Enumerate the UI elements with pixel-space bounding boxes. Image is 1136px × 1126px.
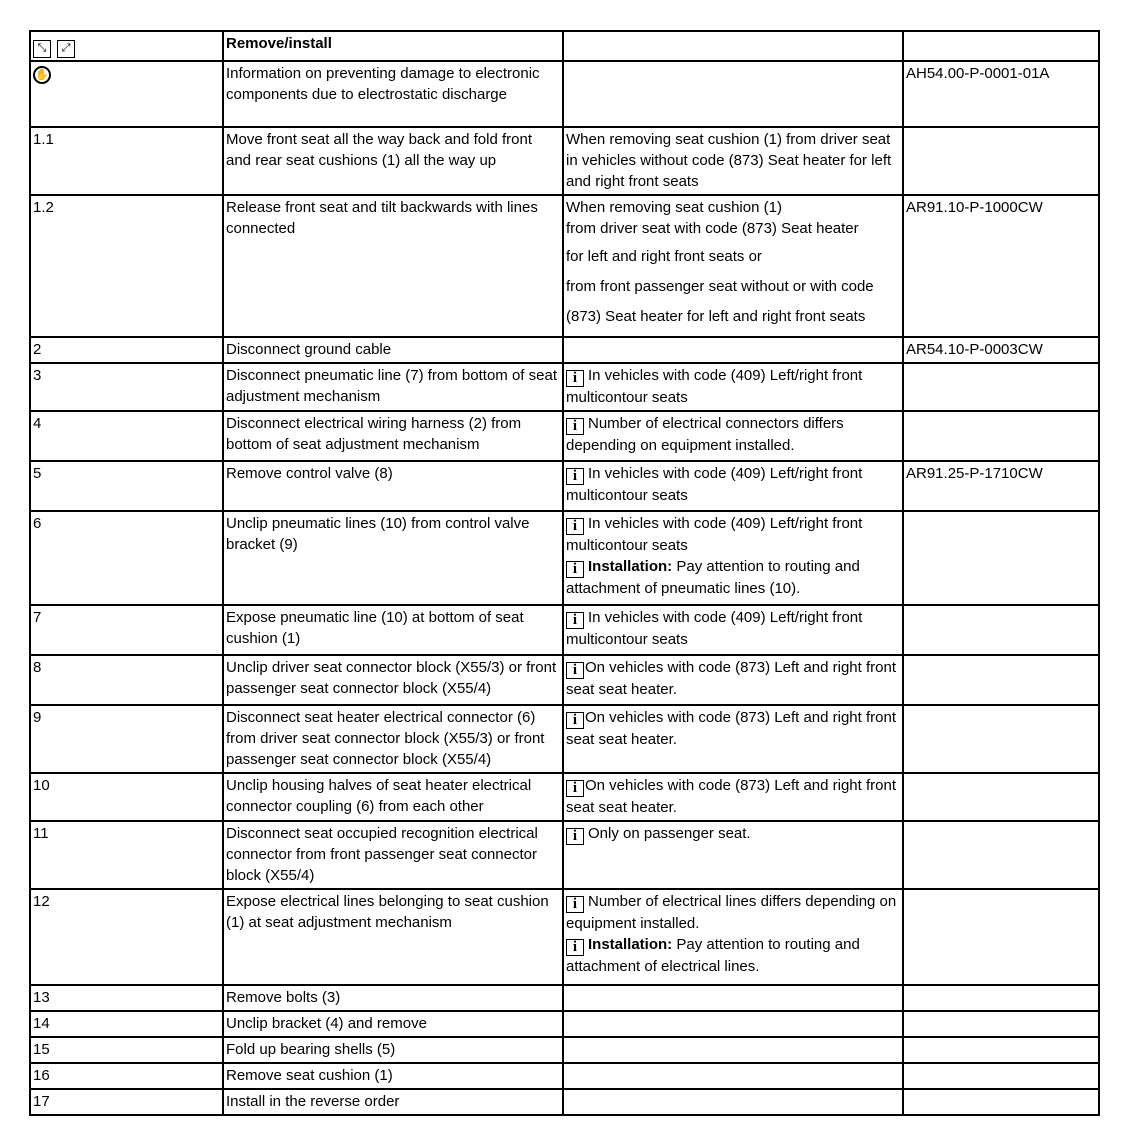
action-cell: Move front seat all the way back and fold front and rear seat cushions (1) all the way up xyxy=(223,127,563,195)
step-number: 7 xyxy=(30,605,223,655)
step-number: 13 xyxy=(30,985,223,1011)
reference-link[interactable]: AR91.10-P-1000CW xyxy=(903,195,1099,337)
info-icon: i xyxy=(566,561,584,578)
action-cell: Fold up bearing shells (5) xyxy=(223,1037,563,1063)
table-row xyxy=(30,1037,1099,1063)
table-row xyxy=(30,411,1099,461)
step-number: 5 xyxy=(30,461,223,511)
info-icon: i xyxy=(566,712,584,729)
action-cell: Disconnect pneumatic line (7) from bottom of seat adjustment mechanism xyxy=(223,363,563,411)
note-text: In vehicles with code (409) Left/right front multicontour seats xyxy=(566,515,863,554)
reference-link[interactable]: AR91.25-P-1710CW xyxy=(903,461,1099,511)
note-cell xyxy=(563,655,903,705)
reference-cell xyxy=(903,985,1099,1011)
reference-link[interactable]: AR54.10-P-0003CW xyxy=(903,337,1099,363)
info-icon: i xyxy=(566,780,584,797)
table-row xyxy=(30,605,1099,655)
note-line: from driver seat with code (873) Seat heater xyxy=(566,220,859,237)
table-row xyxy=(30,1011,1099,1037)
note-text: On vehicles with code (873) Left and right front seat seat heater. xyxy=(566,777,897,816)
reference-cell xyxy=(903,605,1099,655)
reference-cell xyxy=(903,363,1099,411)
table-row xyxy=(30,337,1099,363)
step-number: 14 xyxy=(30,1011,223,1037)
note-text: In vehicles with code (409) Left/right front multicontour seats xyxy=(566,609,863,648)
table-row xyxy=(30,889,1099,985)
step-number: 17 xyxy=(30,1089,223,1115)
note-line: for left and right front seats or xyxy=(566,248,762,265)
header-empty-cell xyxy=(563,31,903,61)
action-cell: Release front seat and tilt backwards with lines connected xyxy=(223,195,563,337)
action-cell: Information on preventing damage to electronic components due to electrostatic discharge xyxy=(223,61,563,127)
table-row xyxy=(30,511,1099,605)
note-text: Number of electrical lines differs depending on equipment installed. xyxy=(566,893,897,932)
table-row xyxy=(30,127,1099,195)
reference-link[interactable]: AH54.00-P-0001-01A xyxy=(903,61,1099,127)
step-number: 4 xyxy=(30,411,223,461)
table-row xyxy=(30,985,1099,1011)
note-cell xyxy=(563,1011,903,1037)
reference-cell xyxy=(903,127,1099,195)
note-cell xyxy=(563,337,903,363)
note-line: When removing seat cushion (1) xyxy=(566,199,782,216)
note-cell xyxy=(563,195,903,337)
action-cell: Remove seat cushion (1) xyxy=(223,1063,563,1089)
info-icon: i xyxy=(566,518,584,535)
note-text: Only on passenger seat. xyxy=(588,825,751,842)
info-icon: i xyxy=(566,662,584,679)
header-icons-cell xyxy=(30,31,223,61)
action-cell: Disconnect ground cable xyxy=(223,337,563,363)
step-number: 11 xyxy=(30,821,223,889)
note-cell xyxy=(563,605,903,655)
action-cell: Remove control valve (8) xyxy=(223,461,563,511)
action-cell: Expose electrical lines belonging to seat cushion (1) at seat adjustment mechanism xyxy=(223,889,563,985)
info-icon: i xyxy=(566,612,584,629)
reference-cell xyxy=(903,705,1099,773)
table-row xyxy=(30,61,1099,127)
esd-icon: ✋ xyxy=(33,66,51,84)
note-cell xyxy=(563,1089,903,1115)
table-row xyxy=(30,655,1099,705)
step-number: 3 xyxy=(30,363,223,411)
table-row xyxy=(30,821,1099,889)
step-number: 16 xyxy=(30,1063,223,1089)
table-row xyxy=(30,705,1099,773)
action-cell: Unclip pneumatic lines (10) from control valve bracket (9) xyxy=(223,511,563,605)
step-number: 6 xyxy=(30,511,223,605)
info-icon: i xyxy=(566,370,584,387)
reference-cell xyxy=(903,1063,1099,1089)
installation-label: Installation: xyxy=(588,558,673,575)
note-cell xyxy=(563,461,903,511)
table-header-row xyxy=(30,31,1099,61)
info-icon: i xyxy=(566,939,584,956)
note-text: In vehicles with code (409) Left/right front multicontour seats xyxy=(566,367,863,406)
note-cell xyxy=(563,705,903,773)
action-cell: Unclip housing halves of seat heater electrical connector coupling (6) from each other xyxy=(223,773,563,821)
reference-cell xyxy=(903,1089,1099,1115)
note-cell xyxy=(563,773,903,821)
step-number: 12 xyxy=(30,889,223,985)
reference-cell xyxy=(903,511,1099,605)
step-number: 15 xyxy=(30,1037,223,1063)
action-cell: Expose pneumatic line (10) at bottom of seat cushion (1) xyxy=(223,605,563,655)
table-row xyxy=(30,773,1099,821)
table-row xyxy=(30,363,1099,411)
note-text: On vehicles with code (873) Left and right front seat seat heater. xyxy=(566,659,897,698)
note-line: from front passenger seat without or with code xyxy=(566,278,874,295)
step-cell xyxy=(30,61,223,127)
note-text: Pay attention to routing and attachment of electrical lines. xyxy=(566,936,860,975)
step-number: 2 xyxy=(30,337,223,363)
installation-label: Installation: xyxy=(588,936,673,953)
action-cell: Install in the reverse order xyxy=(223,1089,563,1115)
note-cell xyxy=(563,1037,903,1063)
note-cell xyxy=(563,61,903,127)
note-cell xyxy=(563,1063,903,1089)
action-cell: Disconnect electrical wiring harness (2) from bottom of seat adjustment mechanism xyxy=(223,411,563,461)
step-number: 1.1 xyxy=(30,127,223,195)
action-cell: Unclip bracket (4) and remove xyxy=(223,1011,563,1037)
note-text: In vehicles with code (409) Left/right front multicontour seats xyxy=(566,465,863,504)
info-icon: i xyxy=(566,828,584,845)
action-cell: Unclip driver seat connector block (X55/3) or front passenger seat connector block (X55/4) xyxy=(223,655,563,705)
procedure-table xyxy=(29,30,1100,1116)
note-text: Pay attention to routing and attachment of pneumatic lines (10). xyxy=(566,558,860,597)
table-row xyxy=(30,195,1099,337)
reference-cell xyxy=(903,655,1099,705)
header-title: Remove/install xyxy=(223,31,563,61)
reference-cell xyxy=(903,1011,1099,1037)
note-text: Number of electrical connectors differs depending on equipment installed. xyxy=(566,415,844,454)
action-cell: Remove bolts (3) xyxy=(223,985,563,1011)
note-cell xyxy=(563,363,903,411)
note-cell xyxy=(563,821,903,889)
table-row xyxy=(30,461,1099,511)
step-number: 8 xyxy=(30,655,223,705)
step-number: 1.2 xyxy=(30,195,223,337)
note-cell xyxy=(563,411,903,461)
note-cell xyxy=(563,985,903,1011)
step-number: 9 xyxy=(30,705,223,773)
step-number: 10 xyxy=(30,773,223,821)
note-cell: When removing seat cushion (1) from driver seat in vehicles without code (873) Seat heater for left and right front seats xyxy=(563,127,903,195)
table-row xyxy=(30,1089,1099,1115)
note-cell xyxy=(563,889,903,985)
expand-icon[interactable]: ⤡ xyxy=(33,40,51,58)
info-icon: i xyxy=(566,896,584,913)
note-cell xyxy=(563,511,903,605)
collapse-icon[interactable]: ⤢ xyxy=(57,40,75,58)
header-empty-cell xyxy=(903,31,1099,61)
reference-cell xyxy=(903,773,1099,821)
reference-cell xyxy=(903,821,1099,889)
reference-cell xyxy=(903,889,1099,985)
table-row xyxy=(30,1063,1099,1089)
action-cell: Disconnect seat heater electrical connector (6) from driver seat connector block (X55/3) or front passenger seat connector block (X55/4) xyxy=(223,705,563,773)
info-icon: i xyxy=(566,418,584,435)
action-cell: Disconnect seat occupied recognition electrical connector from front passenger seat connector block (X55/4) xyxy=(223,821,563,889)
note-text: On vehicles with code (873) Left and right front seat seat heater. xyxy=(566,709,897,748)
reference-cell xyxy=(903,1037,1099,1063)
note-line: (873) Seat heater for left and right front seats xyxy=(566,308,866,325)
reference-cell xyxy=(903,411,1099,461)
info-icon: i xyxy=(566,468,584,485)
